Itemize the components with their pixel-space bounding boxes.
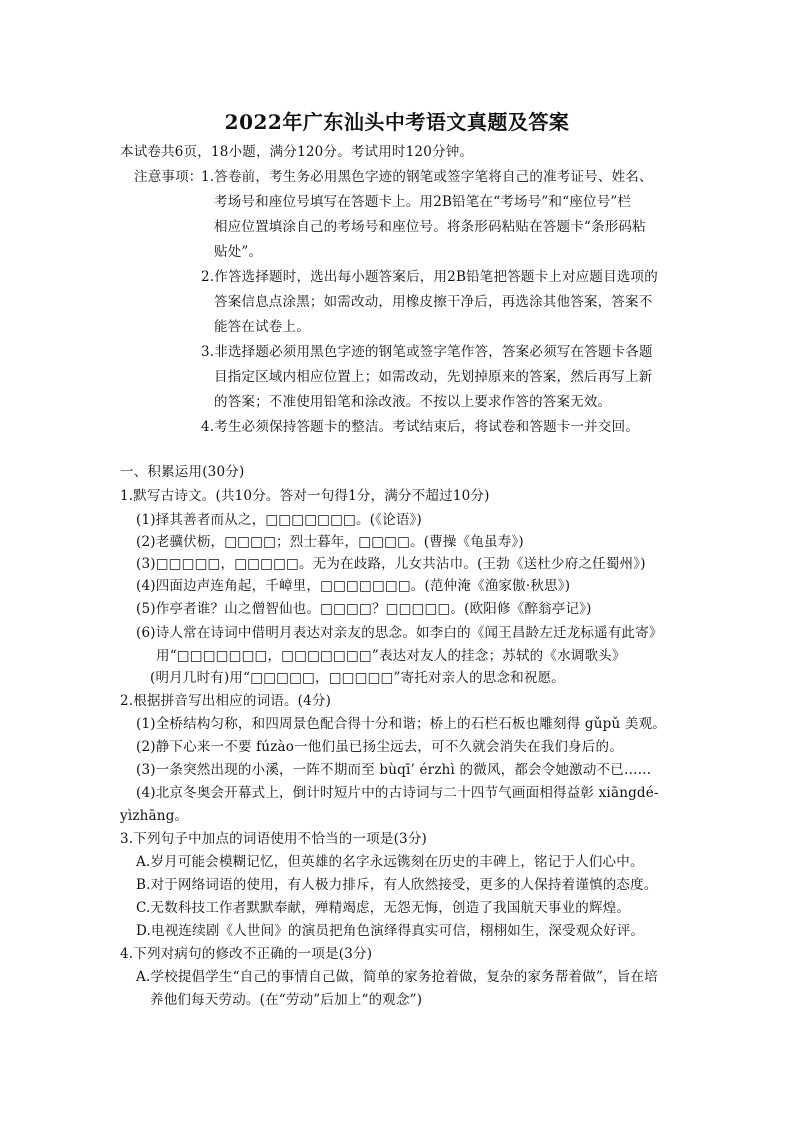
answer-option: B.对于网络词语的使用，有人极力排斥，有人欣然接受，更多的人保持着谨慎的态度。 bbox=[136, 877, 658, 893]
question-item: (1)全桥结构匀称，和四周景色配合得十分和谐；桥上的石栏石板也雕刻得 gǔpǔ 美观。 bbox=[136, 716, 666, 732]
answer-option: D.电视连续剧《人世间》的演员把角色演绎得真实可信，栩栩如生，深受观众好评。 bbox=[136, 923, 645, 939]
answer-option: A.学校提倡学生“自己的事情自己做，简单的家务抢着做，复杂的家务帮着做”，旨在培 bbox=[136, 969, 658, 985]
question-item: 用“□□□□□□□，□□□□□□□”表达对友人的挂念；苏轼的《水调歌头》 bbox=[156, 648, 626, 664]
question-item: (4)四面边声连角起，千嶂里，□□□□□□□。(范仲淹《渔家傲·秋思》) bbox=[136, 578, 571, 594]
question-item: (4)北京冬奥会开幕式上，倒计时短片中的古诗词与二十四节气画面相得益彰 xiāngdé- bbox=[136, 785, 659, 801]
notice-label: 注意事项： bbox=[134, 169, 203, 185]
answer-option: 养他们每天劳动。(在“劳动”后加上“的观念”) bbox=[150, 992, 423, 1008]
notice-line: 4.考生必须保持答题卡的整洁。考试结束后，将试卷和答题卡一并交回。 bbox=[201, 419, 639, 435]
question-stem: 1.默写古诗文。(共10分。答对一句得1分，满分不超过10分) bbox=[120, 488, 490, 504]
notice-line: 2.作答选择题时，选出每小题答案后，用2B铅笔把答题卡上对应题目选项的 bbox=[201, 269, 658, 285]
question-item: (2)静下心来一不要 fúzào一他们虽已扬尘远去，可不久就会消失在我们身后的。 bbox=[136, 739, 623, 755]
question-item: (1)择其善者而从之，□□□□□□□。(《论语》) bbox=[136, 512, 422, 528]
notice-line: 1.答卷前，考生务必用黑色字迹的钢笔或签字笔将自己的准考证号、姓名、 bbox=[201, 169, 653, 185]
answer-option: A.岁月可能会模糊记忆，但英雄的名字永远镌刻在历史的丰碑上，铭记于人们心中。 bbox=[136, 854, 644, 870]
notice-line: 相应位置填涂自己的考场号和座位号。将条形码粘贴在答题卡“条形码粘 bbox=[214, 219, 646, 235]
notice-line: 3.非选择题必须用黑色字迹的钢笔或签字笔作答，答案必须写在答题卡各题 bbox=[201, 344, 653, 360]
question-item: (5)作亭者谁？山之僧智仙也。□□□□？□□□□□。(欧阳修《醉翁亭记》) bbox=[136, 601, 592, 617]
question-item: (2)老骥伏枥，□□□□；烈士暮年，□□□□。(曹操《龟虽寿》) bbox=[136, 534, 524, 550]
question-item: (3)□□□□□，□□□□□。无为在歧路，儿女共沾巾。(王勃《送杜少府之任蜀州》) bbox=[136, 556, 646, 572]
notice-line: 的答案；不准使用铅笔和涂改液。不按以上要求作答的答案无效。 bbox=[214, 394, 612, 410]
question-item: yìzhāng。 bbox=[120, 808, 189, 824]
notice-line: 答案信息点涂黑；如需改动，用橡皮擦干净后，再选涂其他答案，答案不 bbox=[214, 294, 653, 310]
section-heading: 一、积累运用(30分) bbox=[120, 464, 245, 480]
question-stem: 3.下列句子中加点的词语使用不恰当的一项是(3分) bbox=[120, 831, 428, 847]
notice-line: 能答在试卷上。 bbox=[214, 319, 310, 335]
question-item: (6)诗人常在诗词中借明月表达对亲友的思念。如李白的《闻王昌龄左迁龙标遥有此寄》 bbox=[136, 625, 663, 641]
intro-text: 本试卷共6页，18小题，满分120分。考试用时120分钟。 bbox=[120, 144, 474, 160]
question-stem: 4.下列对病句的修改不正确的一项是(3分) bbox=[120, 946, 373, 962]
notice-line: 考场号和座位号填写在答题卡上。用2B铅笔在“考场号”和“座位号”栏 bbox=[214, 194, 632, 210]
question-stem: 2.根据拼音写出相应的词语。(4分) bbox=[120, 693, 332, 709]
question-item: (明月几时有)用“□□□□□，□□□□□”寄托对亲人的思念和祝愿。 bbox=[150, 670, 565, 686]
notice-line: 贴处”。 bbox=[214, 244, 263, 260]
notice-line: 目指定区域内相应位置上；如需改动，先划掉原来的答案，然后再写上新 bbox=[214, 369, 653, 385]
answer-option: C.无数科技工作者默默奉献，殚精竭虑，无怨无悔，创造了我国航天事业的辉煌。 bbox=[136, 900, 631, 916]
question-item: (3)一条突然出现的小溪，一阵不期而至 bùqī’ érzhì 的微风，都会令她激动不已…… bbox=[136, 762, 652, 778]
document-title: 2022年广东汕头中考语文真题及答案 bbox=[224, 110, 570, 134]
